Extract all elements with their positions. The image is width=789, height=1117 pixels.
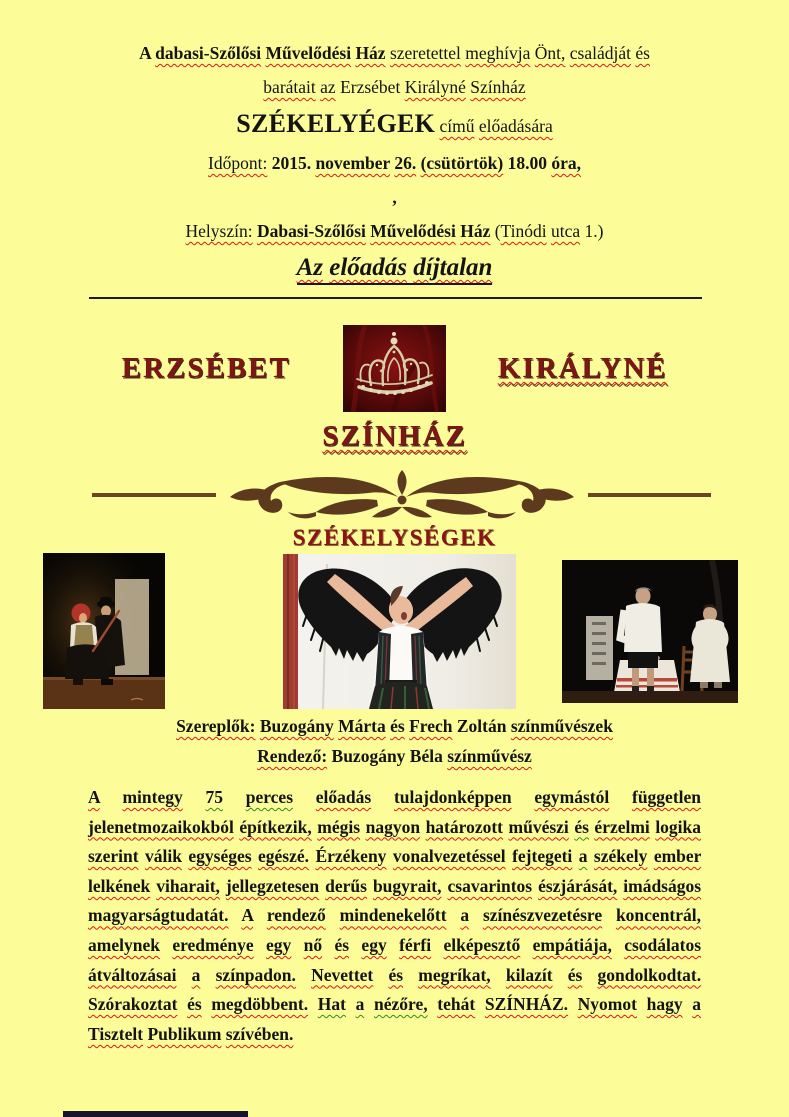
theatre-word-erzsebet: ERZSÉBET [121, 352, 291, 384]
ornament-divider [92, 469, 711, 521]
invitation-line-2: barátait az Erzsébet Királyné Színház [263, 77, 526, 97]
invitation-block [0, 0, 789, 288]
floral-ornament-icon [216, 469, 588, 521]
divider-line-left [92, 493, 216, 497]
tiara-photo [343, 325, 446, 412]
theatre-word-szinhaz: SZÍNHÁZ [322, 420, 467, 452]
show-name-headline: SZÉKELYÉGEK című előadására [236, 109, 553, 138]
comma-line: , [392, 187, 397, 207]
cast-line: Szereplők: Buzogány Márta és Frech Zoltán színművészek [176, 716, 613, 736]
free-admission-line: Az előadás díjtalan [0, 248, 789, 288]
show-title: SZÉKELYSÉGEK [292, 525, 497, 550]
divider-line-right [588, 493, 712, 497]
photo-seated-couple [43, 553, 165, 709]
about-paragraph: A mintegy 75 perces előadás tulajdonképpen egymástól független jelenetmozaikokból építkezik, mégis nagyon határozott művészi és érzelmi logika szerint válik egységes egészé. Érzékeny vonalvezetéssel fejtegeti a székely ember lelkének viharait, jellegzetesen derűs bugyrait, csavarintos észjárását, imádságos magyarságtudatát. A rendező mindenekelőtt a színészvezetésre koncentrál, amelynek eredménye egy nő és egy férfi elképesztő empátiája, csodálatos átváltozásai a színpadon. Nevettet és megríkat, kilazít és gondolkodtat. Szórakoztat és megdöbbent. Hat a nézőre, tehát SZÍNHÁZ. Nyomot hagy a Tisztelt Publikum szívében. [88, 787, 702, 1044]
photo-shawl-dance [283, 554, 516, 709]
theatre-word-kiralyne: KIRÁLYNÉ [497, 352, 668, 384]
venue-line: Helyszín: Dabasi-Szőlősi Művelődési Ház (Tinódi utca 1.) [185, 221, 604, 241]
invitation-line-1: A dabasi-Szőlősi Művelődési Ház szeretettel meghívja Önt, családját és [139, 43, 650, 63]
photo-white-costumes-scene [562, 560, 738, 703]
date-line: Időpont: 2015. november 26. (csütörtök) 18.00 óra, [208, 153, 581, 173]
theatre-name-row [0, 325, 789, 412]
screen-edge-dark-fragment [63, 1111, 248, 1117]
horizontal-rule [89, 297, 702, 299]
photo-row [0, 553, 789, 711]
director-line: Rendező: Buzogány Béla színművész [257, 746, 532, 766]
